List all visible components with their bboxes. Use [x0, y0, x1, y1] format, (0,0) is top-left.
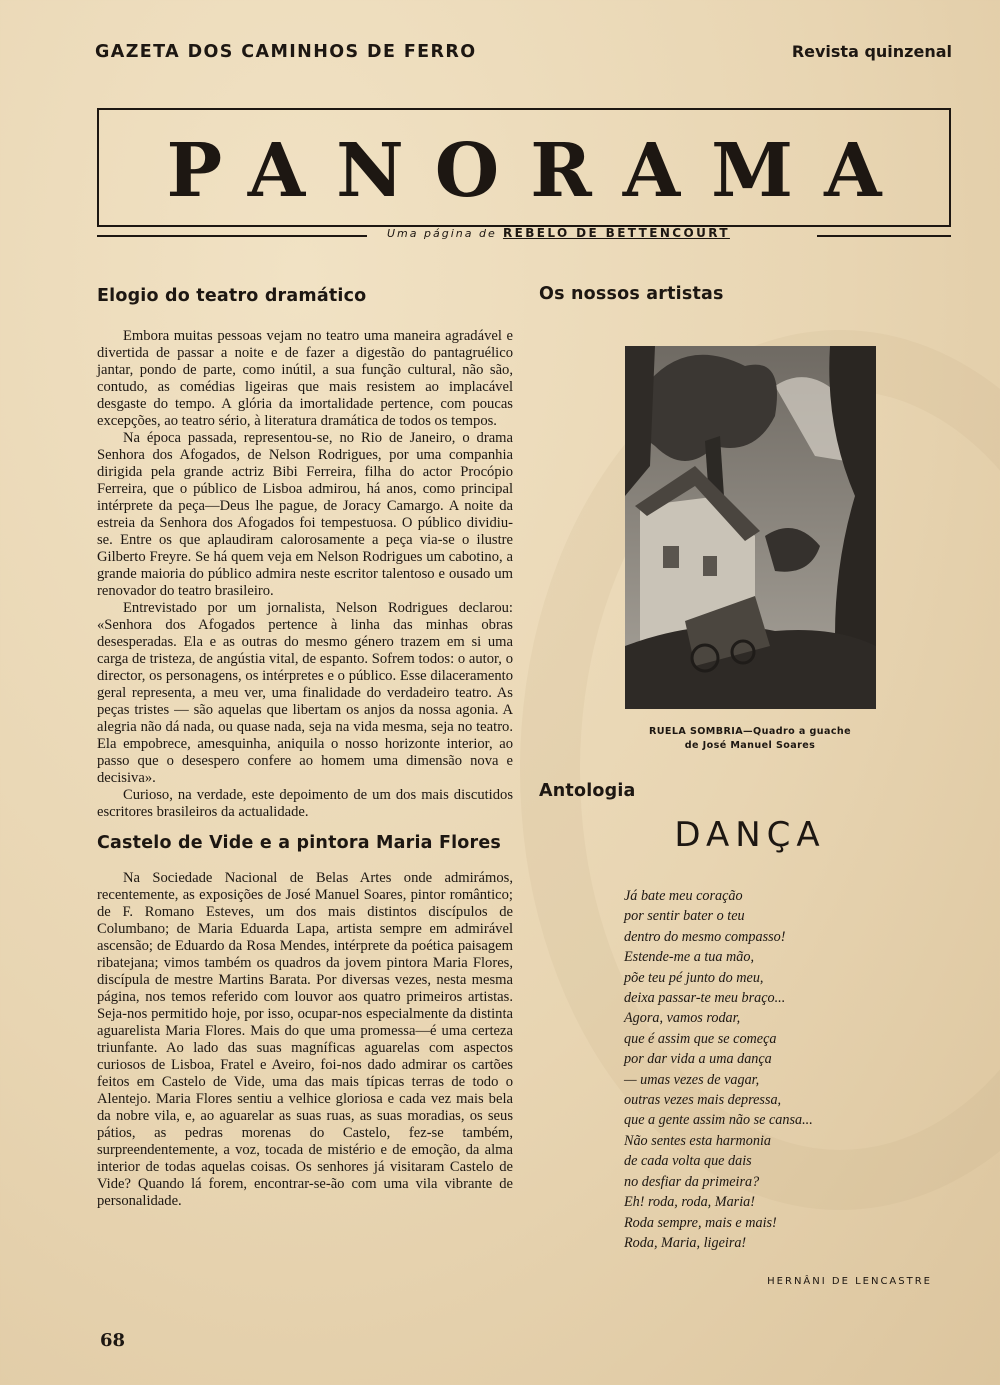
article1-paragraph: Entrevistado por um jornalista, Nelson Rodrigues declarou: «Senhora dos Afogados pertence à linha das minhas obras desesperadas. Ela e as outras do mesmo género trazem em si uma carga de tristeza, de angústia vital, de espanto. Sofrem todos: o autor, o director, os personagens, os intérpretes e o público. Esse dilaceramento geral representa, a meu ver, uma finalidade do verdadeiro teatro. As peças tristes — são aquelas que libertam os anjos da nossa agonia. A alegria não dá nada, ou quase nada, seja na vida mesma, seja no teatro. Ela empobrece, amesquinha, aniquila o nosso horizonte interior, ao passo que o desespero confere ao homem uma dimensão nova e decisiva». [97, 600, 513, 786]
byline-rule-right [817, 235, 951, 237]
banner-title: PANORAMA [166, 128, 913, 214]
poem-line: outras vezes mais depressa, [624, 1092, 782, 1109]
poem-line: no desfiar da primeira? [624, 1173, 760, 1190]
poem-line: deixa passar-te meu braço... [624, 990, 786, 1007]
poem-line: que é assim que se começa [624, 1030, 777, 1047]
artists-section [539, 284, 959, 304]
poem-line: põe teu pé junto do meu, [624, 969, 764, 986]
poem-line: Estende-me a tua mão, [624, 949, 755, 966]
byline [97, 228, 951, 244]
poem-line: dentro do mesmo compasso! [624, 928, 786, 945]
panorama-banner [97, 108, 951, 227]
byline-rule-left [97, 235, 367, 237]
poem-line: de cada volta que dais [624, 1153, 752, 1170]
poem-line: Eh! roda, roda, Maria! [624, 1194, 755, 1211]
article1-paragraph: Na época passada, representou-se, no Rio de Janeiro, o drama Senhora dos Afogados, de Nelson Rodrigues, por uma companhia dirigida pela grande actriz Bibi Ferreira, filha do actor Procópio Ferreira, que o público de Lisboa admirou, há anos, como principal intérprete da peça—Deus lhe pague, de Joracy Camargo. A noite da estreia da Senhora dos Afogados foi tempestuosa. O público dividiu-se. Entre os que aplaudiram calorosamente a peça via-se o ilustre Gilberto Freyre. Se há quem veja em Nelson Rodrigues um cabotino, a grande maioria do público admira neste escritor talentoso e ousado um renovador do teatro brasileiro. [97, 430, 513, 599]
poem-line: Já bate meu coração [624, 888, 743, 904]
article2-body [97, 870, 513, 1210]
page-header [95, 42, 952, 68]
poem-author: HERNÂNI DE LENCASTRE [767, 1276, 932, 1287]
caption-line: RUELA SOMBRIA—Quadro a guache [648, 726, 852, 737]
artists-title: Os nossos artistas [539, 284, 724, 304]
caption-line: de José Manuel Soares [684, 740, 816, 751]
article1-paragraph: Curioso, na verdade, este depoimento de um dos mais discutidos escritores brasileiros da actualidade. [97, 787, 513, 820]
painting-illustration [625, 346, 876, 709]
poem-line: Roda, Maria, ligeira! [624, 1234, 747, 1251]
publication-name: GAZETA DOS CAMINHOS DE FERRO [95, 42, 477, 62]
article2-title: Castelo de Vide e a pintora Maria Flores [97, 833, 502, 853]
poem-line: Agora, vamos rodar, [624, 1010, 741, 1027]
left-column [97, 286, 513, 1210]
article1-title: Elogio do teatro dramático [97, 286, 367, 306]
poem-line: por dar vida a uma dança [624, 1051, 772, 1068]
anthology-title: Antologia [539, 781, 636, 801]
byline-author: REBELO DE BETTENCOURT [502, 226, 730, 240]
article1-paragraph: Embora muitas pessoas vejam no teatro uma maneira agradável e divertida de passar a noite e de fazer a digestão do pantagruélico jantar, pondo de parte, como inútil, a sua função cultural, não são, contudo, as comédias ligeiras que mais resistem ao implacável desgaste do tempo. A glória da imortalidade pertence, com poucas excepções, ao teatro sério, à literatura dramática de todos os tempos. [97, 328, 513, 429]
poem-line: Roda sempre, mais e mais! [624, 1214, 777, 1231]
poem-line: que a gente assim não se cansa... [624, 1112, 813, 1129]
poem-line: por sentir bater o teu [624, 908, 745, 925]
article2-paragraph: Na Sociedade Nacional de Belas Artes onde admirámos, recentemente, as exposições de José Manuel Soares, pintor romântico; de F. Romano Esteves, um dos mais distintos discípulos de Columbano; de Maria Eduarda Lapa, artista sempre em admirável ascensão; de Eduardo da Rosa Mendes, intérprete da poética paisagem ribatejana; vimos também os quadros da jovem pintora Maria Flores, discípula de mestre Martins Barata. Por diversas vezes, nesta mesma página, nos temos referido com louvor aos quatro primeiros artistas. Seja-nos permitido hoje, por isso, ocupar-nos especialmente da distinta aguarelista Maria Flores. Mais do que uma promessa—é uma certeza triunfante. Ao lado das suas magníficas aguarelas com aspectos curiosos de Lisboa, Fratel e Aveiro, foi-nos dado admirar os cartões feitos em Castelo de Vide, uma das mais típicas terras de todo o Alentejo. Maria Flores sentiu a velhice gloriosa e cada vez mais bela da nobre vila, e, ao aguarelar as suas ruas, as suas moradias, os seus pátios, as pedras morenas do Castelo, fez-se também, surpreendentemente, a voz, tocada de mistério e de emoção, da alma interior de todas aquelas coisas. Os senhores já visitaram Castelo de Vide? Quando lá forem, encontrar-se-ão com uma vila vibrante de personalidade. [97, 870, 513, 1209]
article1-body [97, 328, 513, 821]
page-number: 68 [100, 1330, 126, 1351]
poem-body [624, 886, 954, 1253]
painting-image [625, 346, 876, 709]
byline-prefix: Uma página de [387, 227, 497, 240]
poem-title: DANÇA [674, 815, 826, 855]
painting-caption [600, 725, 900, 753]
byline-text [387, 226, 730, 240]
poem-line: — umas vezes de vagar, [624, 1071, 760, 1088]
poem-line: Não sentes esta harmonia [624, 1132, 771, 1149]
publication-frequency: Revista quinzenal [791, 42, 952, 61]
